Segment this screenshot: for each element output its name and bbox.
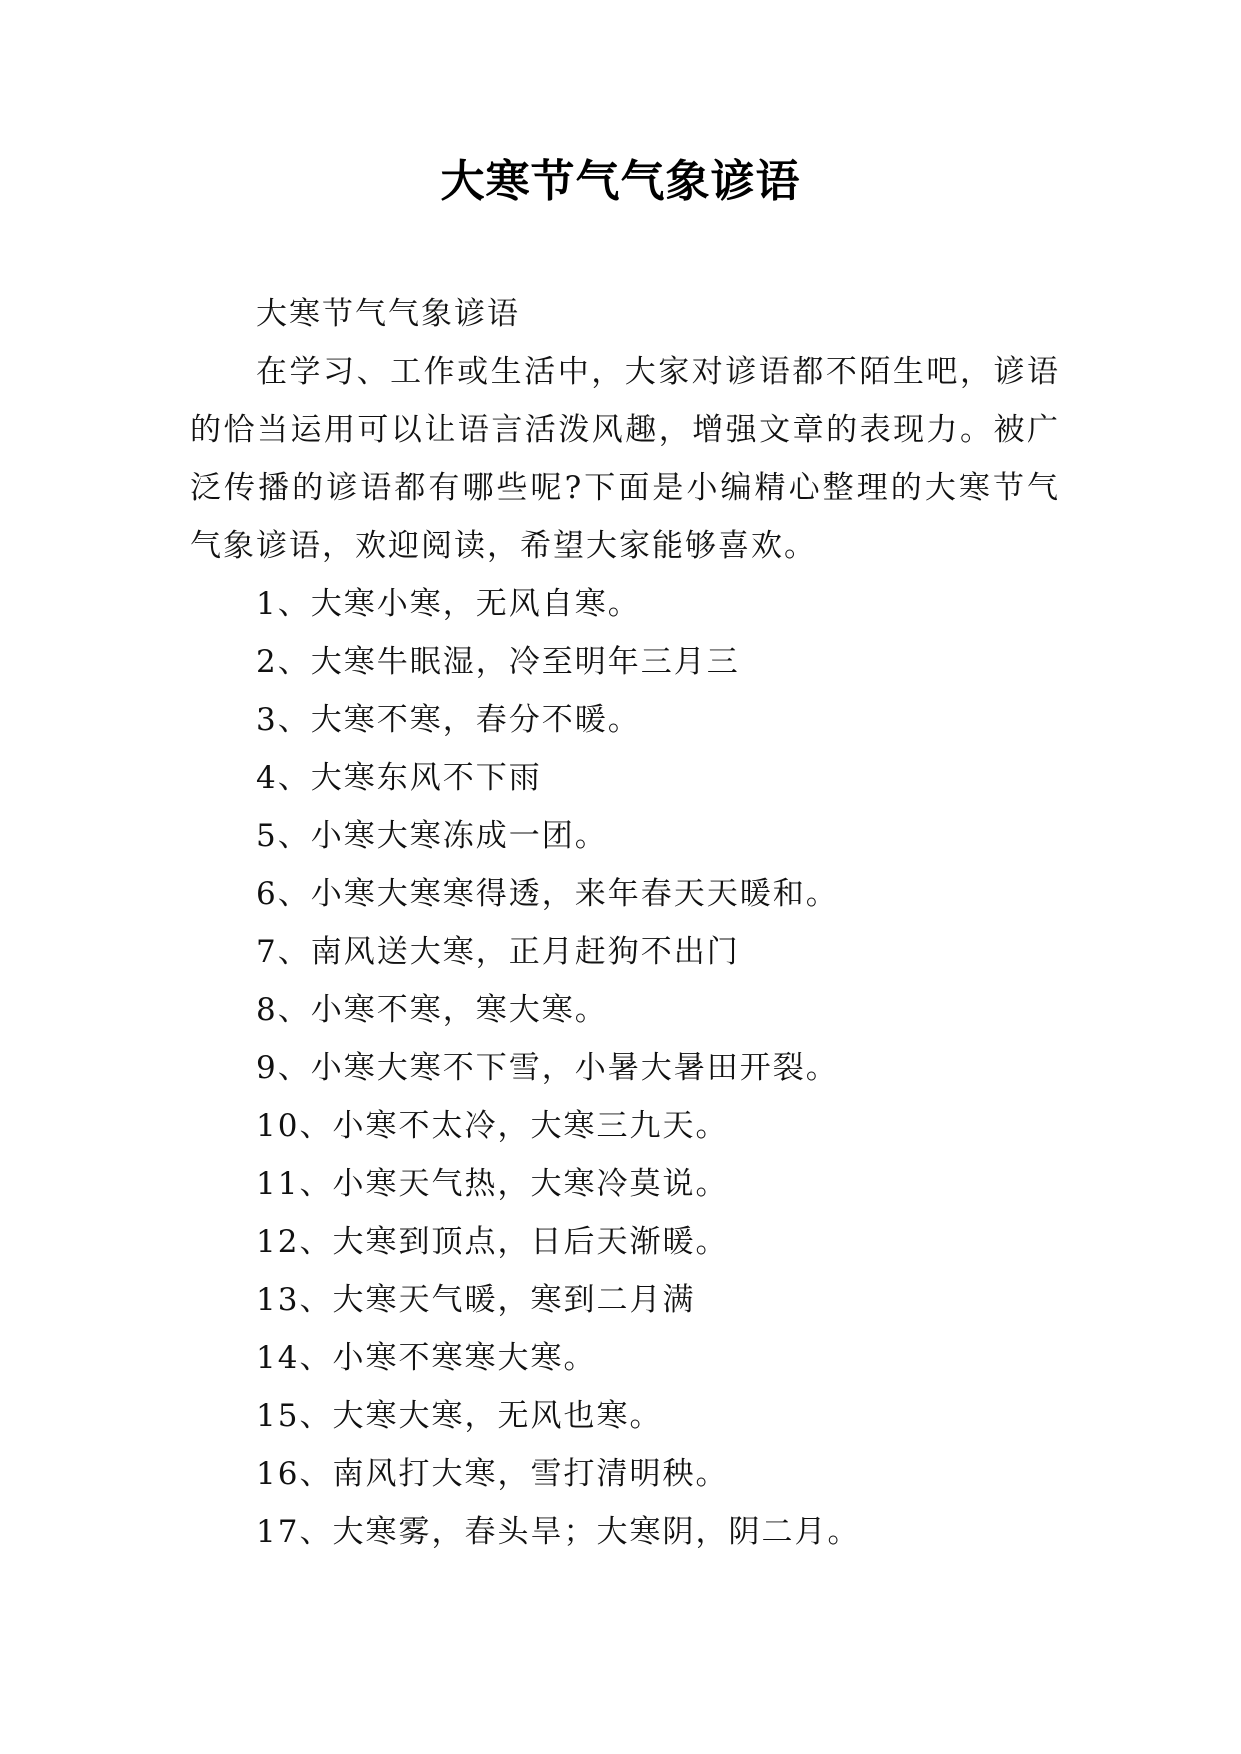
- list-item: 15、大寒大寒，无风也寒。: [256, 1398, 663, 1434]
- list-item: 12、大寒到顶点，日后天渐暖。: [256, 1224, 729, 1260]
- list-item: 16、南风打大寒，雪打清明秧。: [256, 1456, 729, 1492]
- list-item: 3、大寒不寒，春分不暖。: [256, 702, 641, 738]
- page-title: 大寒节气气象谚语: [440, 156, 801, 207]
- intro-paragraph: 在学习、工作或生活中，大家对谚语都不陌生吧，谚语的恰当运用可以让语言活泼风趣，增强文章的表现力。被广泛传播的谚语都有哪些呢?下面是小编精心整理的大寒节气气象谚语，欢迎阅读，希望大家能够喜欢。: [190, 354, 1060, 564]
- list-item: 10、小寒不太冷，大寒三九天。: [256, 1108, 729, 1144]
- list-item: 6、小寒大寒寒得透，来年春天天暖和。: [256, 876, 839, 912]
- list-item: 4、大寒东风不下雨: [256, 760, 542, 796]
- list-item: 17、大寒雾，春头旱；大寒阴，阴二月。: [256, 1514, 861, 1550]
- document-body: [190, 285, 1060, 1561]
- list-item: 1、大寒小寒，无风自寒。: [256, 586, 641, 622]
- list-item: 9、小寒大寒不下雪，小暑大暑田开裂。: [256, 1050, 839, 1086]
- list-item: 11、小寒天气热，大寒冷莫说。: [256, 1166, 729, 1202]
- list-item: 7、南风送大寒，正月赶狗不出门: [256, 934, 740, 970]
- list-item: 13、大寒天气暖，寒到二月满: [256, 1282, 696, 1318]
- list-item: 14、小寒不寒寒大寒。: [256, 1340, 597, 1376]
- list-item: 2、大寒牛眠湿，冷至明年三月三: [256, 644, 740, 680]
- list-item: 8、小寒不寒，寒大寒。: [256, 992, 608, 1028]
- list-item: 5、小寒大寒冻成一团。: [256, 818, 608, 854]
- subtitle-paragraph: 大寒节气气象谚语: [256, 296, 520, 332]
- proverb-list: [190, 575, 1060, 1561]
